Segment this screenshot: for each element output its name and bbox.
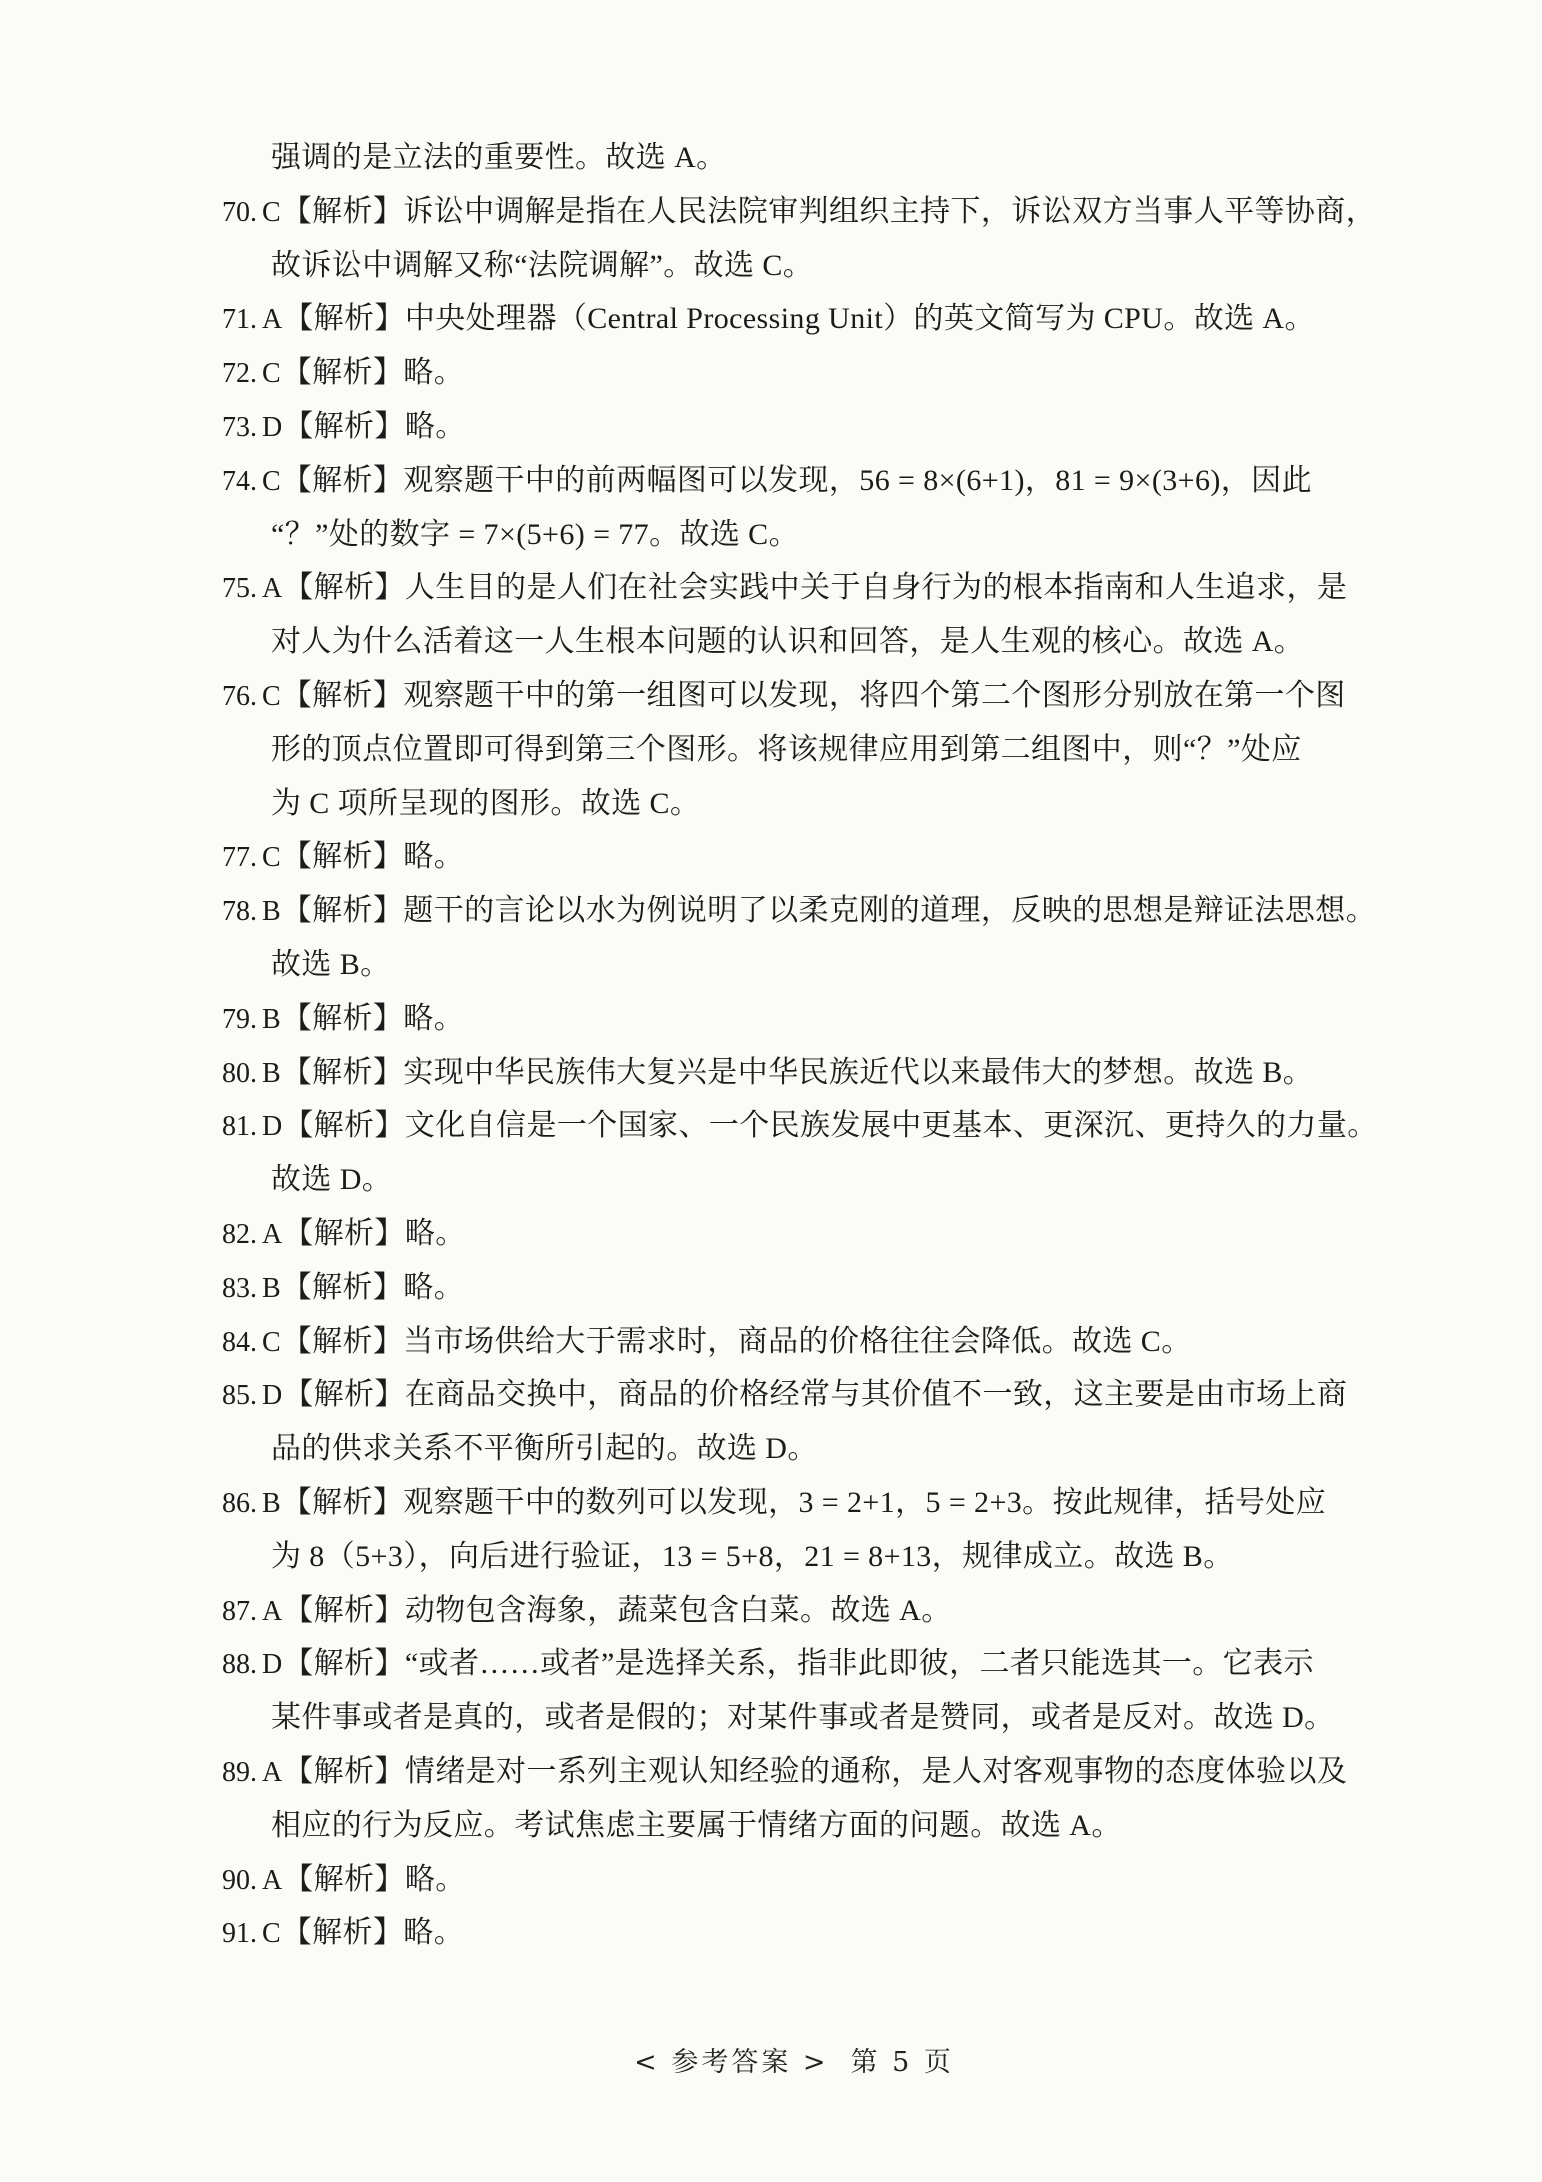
analysis-text: 题干的言论以水为例说明了以柔克刚的道理，反映的思想是辩证法思想。 [403,894,1377,928]
answer-item [222,1584,1382,1638]
analysis-label: 【解析】 [281,356,404,390]
analysis-text: 略。 [404,1216,466,1250]
answer-first-line [222,1207,1382,1261]
analysis-label: 【解析】 [283,1593,405,1627]
question-number: 74. [222,465,257,497]
answer-first-line [222,1637,1382,1691]
continuation-line: 为 C 项所呈现的图形。故选 C。 [271,786,701,820]
question-number: 76. [222,680,257,712]
answer-first-line [222,884,1382,938]
answer-first-line [222,1853,1382,1907]
answer-item [222,1745,1382,1853]
answer-letter: A [262,1756,283,1788]
answer-item [222,400,1382,454]
question-number: 86. [222,1487,257,1519]
answer-item [222,1046,1382,1100]
question-number: 90. [222,1864,257,1896]
question-number: 83. [222,1272,257,1304]
answer-item [222,1207,1382,1261]
analysis-label: 【解析】 [281,463,404,497]
answer-item [222,292,1382,346]
analysis-label: 【解析】 [281,1001,404,1035]
answer-first-line [222,454,1382,508]
answer-item [222,1099,1382,1207]
answer-letter: B [262,1003,281,1035]
continuation-line: 为 8（5+3），向后进行验证，13 = 5+8，21 = 8+13，规律成立。故选 B。 [271,1539,1234,1573]
answer-first-line [222,561,1382,615]
question-number: 72. [222,358,257,390]
answer-first-line [222,400,1382,454]
answer-letter: B [262,1272,281,1304]
continuation-line: 相应的行为反应。考试焦虑主要属于情绪方面的问题。故选 A。 [271,1808,1122,1842]
analysis-text: 中央处理器（Central Processing Unit）的英文简写为 CPU。故选 A。 [404,302,1315,336]
answer-letter: B [262,1057,281,1089]
answer-letter: A [262,573,283,605]
analysis-label: 【解析】 [283,571,405,605]
answer-item [222,1906,1382,1960]
analysis-label: 【解析】 [283,302,405,336]
analysis-label: 【解析】 [283,1216,405,1250]
question-number: 88. [222,1649,257,1681]
footer-title: < 参考答案 > [634,2047,829,2078]
question-number: 85. [222,1380,257,1412]
answer-first-line [222,669,1382,723]
answer-letter: D [262,1649,283,1681]
page-footer [634,2040,954,2079]
answer-letter: A [262,1864,283,1896]
answer-first-line [222,1745,1382,1799]
answer-letter: C [262,842,281,874]
page-number: 第 5 页 [850,2047,954,2078]
analysis-text: 略。 [403,840,465,874]
analysis-text: 情绪是对一系列主观认知经验的通称，是人对客观事物的态度体验以及 [404,1754,1348,1788]
question-number: 79. [222,1003,257,1035]
analysis-label: 【解析】 [283,1109,405,1143]
answer-item [222,1637,1382,1745]
answer-letter: A [262,1595,283,1627]
analysis-label: 【解析】 [283,1647,405,1681]
question-number: 73. [222,411,257,443]
question-number: 89. [222,1756,257,1788]
continuation-line: 故选 D。 [271,1163,393,1197]
question-number: 81. [222,1111,257,1143]
analysis-text: 在商品交换中，商品的价格经常与其价值不一致，这主要是由市场上商 [404,1378,1348,1412]
answer-first-line [222,1261,1382,1315]
question-number: 71. [222,304,257,336]
analysis-text: 动物包含海象，蔬菜包含白菜。故选 A。 [404,1593,952,1627]
analysis-text: “或者……或者”是选择关系，指非此即彼，二者只能选其一。它表示 [404,1647,1314,1681]
answer-item [222,1315,1382,1369]
analysis-label: 【解析】 [283,1862,405,1896]
analysis-label: 【解析】 [281,1916,404,1950]
analysis-text: 观察题干中的第一组图可以发现，将四个第二个图形分别放在第一个图 [403,678,1346,712]
answer-first-line [222,1046,1382,1100]
answer-letter: D [262,1380,283,1412]
analysis-text: 人生目的是人们在社会实践中关于自身行为的根本指南和人生追求，是 [404,571,1348,605]
question-number: 84. [222,1326,257,1358]
analysis-text: 略。 [403,1001,465,1035]
answer-item [222,669,1382,830]
answer-letter: A [262,1218,283,1250]
answer-item [222,992,1382,1046]
answer-item [222,1368,1382,1476]
analysis-label: 【解析】 [281,194,404,228]
answer-item [222,346,1382,400]
answer-letter: D [262,1111,283,1143]
analysis-text: 文化自信是一个国家、一个民族发展中更基本、更深沉、更持久的力量。 [404,1109,1378,1143]
analysis-text: 略。 [403,1916,465,1950]
answer-first-line [222,830,1382,884]
question-number: 75. [222,573,257,605]
answer-letter: B [262,1487,281,1519]
question-number: 70. [222,196,257,228]
answer-letter: C [262,196,281,228]
analysis-text: 实现中华民族伟大复兴是中华民族近代以来最伟大的梦想。故选 B。 [403,1055,1314,1089]
analysis-label: 【解析】 [283,1754,405,1788]
answer-item [222,1476,1382,1584]
answer-item [222,1261,1382,1315]
answer-list [222,131,1382,1960]
answer-letter: C [262,358,281,390]
question-number: 80. [222,1057,257,1089]
answer-item [222,561,1382,669]
continuation-line: 品的供求关系不平衡所引起的。故选 D。 [271,1432,818,1466]
answer-first-line [222,1906,1382,1960]
continuation-line: 强调的是立法的重要性。故选 A。 [271,141,727,174]
analysis-label: 【解析】 [283,1378,405,1412]
continuation-line: 对人为什么活着这一人生根本问题的认识和回答，是人生观的核心。故选 A。 [271,625,1305,659]
answer-first-line [222,1315,1382,1369]
answer-item [222,830,1382,884]
analysis-label: 【解析】 [281,1270,404,1304]
continuation-line: 故选 B。 [271,947,391,981]
continuation-line: 故诉讼中调解又称“法院调解”。故选 C。 [271,248,814,282]
question-number: 82. [222,1218,257,1250]
analysis-text: 观察题干中的前两幅图可以发现，56 = 8×(6+1)，81 = 9×(3+6)，因此 [403,463,1312,497]
question-number: 87. [222,1595,257,1627]
answer-item [222,884,1382,992]
analysis-label: 【解析】 [281,840,404,874]
answer-first-line [222,1476,1382,1530]
continuation-line: 某件事或者是真的，或者是假的；对某件事或者是赞同，或者是反对。故选 D。 [271,1701,1335,1735]
answer-letter: C [262,1918,281,1950]
continuation-line: 形的顶点位置即可得到第三个图形。将该规律应用到第二组图中，则“？”处应 [271,732,1302,766]
answer-first-line [222,346,1382,400]
answer-first-line [222,992,1382,1046]
answer-letter: C [262,680,281,712]
analysis-text: 诉讼中调解是指在人民法院审判组织主持下，诉讼双方当事人平等协商， [403,194,1377,228]
analysis-text: 略。 [404,1862,466,1896]
analysis-text: 当市场供给大于需求时，商品的价格往往会降低。故选 C。 [403,1324,1192,1358]
question-number: 78. [222,896,257,928]
analysis-label: 【解析】 [281,1485,404,1519]
answer-item [222,454,1382,562]
answer-first-line [222,1099,1382,1153]
analysis-label: 【解析】 [281,894,404,928]
analysis-text: 略。 [403,356,465,390]
answer-first-line [222,185,1382,239]
analysis-label: 【解析】 [281,1324,404,1358]
answer-letter: D [262,411,283,443]
analysis-label: 【解析】 [283,409,405,443]
answer-first-line [222,1584,1382,1638]
answer-item [222,1853,1382,1907]
analysis-label: 【解析】 [281,678,404,712]
answer-first-line [222,292,1382,346]
answer-letter: C [262,465,281,497]
answer-first-line [222,1368,1382,1422]
answer-letter: A [262,304,283,336]
analysis-label: 【解析】 [281,1055,404,1089]
answer-item [222,185,1382,293]
question-number: 77. [222,842,257,874]
question-number: 91. [222,1918,257,1950]
analysis-text: 略。 [404,409,466,443]
analysis-text: 观察题干中的数列可以发现，3 = 2+1，5 = 2+3。按此规律，括号处应 [403,1485,1327,1519]
answer-letter: B [262,896,281,928]
continuation-line: “？”处的数字 = 7×(5+6) = 77。故选 C。 [271,517,799,551]
answer-letter: C [262,1326,281,1358]
analysis-text: 略。 [403,1270,465,1304]
